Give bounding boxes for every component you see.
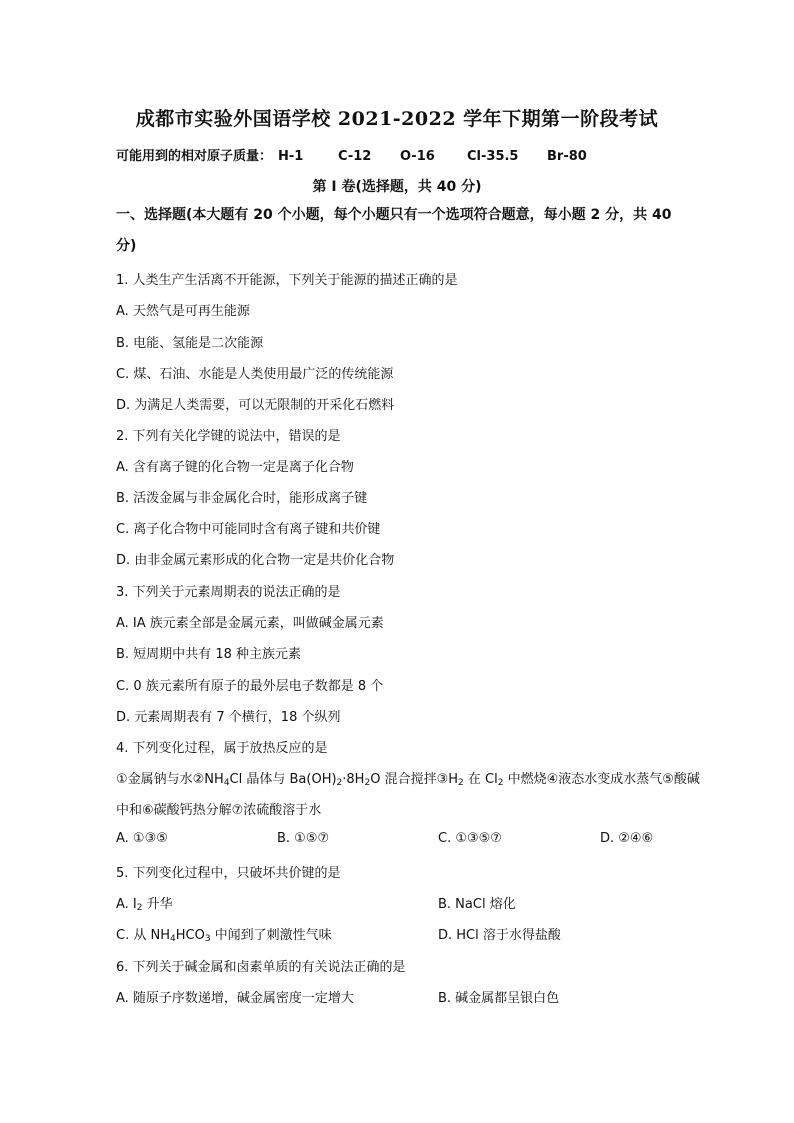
question-2-option-c: C. 离子化合物中可能同时含有离子键和共价键	[116, 522, 381, 537]
question-4-option-a: A. ①③⑤	[116, 831, 168, 846]
question-4-option-d: D. ②④⑥	[600, 831, 654, 846]
question-6-stem: 6. 下列关于碱金属和卤素单质的有关说法正确的是	[116, 960, 406, 975]
question-1-option-d: D. 为满足人类需要，可以无限制的开采化石燃料	[116, 398, 395, 413]
question-5-option-a: A. $I_2$ 升华	[116, 897, 173, 913]
question-1-option-a: A. 天然气是可再生能源	[116, 304, 250, 319]
volume-title: 第 I 卷(选择题，共 40 分)	[312, 179, 482, 195]
question-5-option-d: D. HCl 溶于水得盐酸	[438, 928, 561, 943]
question-3-stem: 3. 下列关于元素周期表的说法正确的是	[116, 585, 341, 600]
question-4-option-c: C. ①③⑤⑦	[438, 831, 502, 846]
mass-cl: Cl-35.5	[467, 149, 519, 164]
question-3-option-c: C. 0 族元素所有原子的最外层电子数都是 8 个	[116, 679, 384, 694]
question-4-body-line-1: ①金属钠与水$②NH_4Cl$ 晶体与 $Ba(OH)_2\cdot 8H_2O$ 混合搅拌$③H_2$ 在 $Cl_2$ 中燃烧④液态水变成水蒸气⑤酸碱	[116, 772, 700, 788]
question-2-option-a: A. 含有离子键的化合物一定是离子化合物	[116, 460, 354, 475]
question-4-body-line-2: 中和⑥碳酸钙热分解⑦浓硫酸溶于水	[116, 803, 322, 818]
atomic-masses	[116, 145, 587, 164]
question-5-option-c: C. 从 $NH_4HCO_3$ 中闻到了刺激性气味	[116, 928, 332, 944]
question-2-option-d: D. 由非金属元素形成的化合物一定是共价化合物	[116, 553, 395, 568]
mass-br: Br-80	[547, 149, 587, 164]
exam-title: 成都市实验外国语学校 2021-2022 学年下期第一阶段考试	[135, 108, 659, 130]
question-3-option-a: A. IA 族元素全部是金属元素，叫做碱金属元素	[116, 616, 384, 631]
mass-h: H-1	[278, 149, 304, 164]
section-title: 一、选择题(本大题有 20 个小题，每个小题只有一个选项符合题意，每小题 2 分，共 40 分)	[116, 207, 672, 254]
question-3-option-d: D. 元素周期表有 7 个横行，18 个纵列	[116, 710, 341, 725]
mass-c: C-12	[338, 149, 372, 164]
question-1-option-c: C. 煤、石油、水能是人类使用最广泛的传统能源	[116, 367, 394, 382]
question-1-stem: 1. 人类生产生活离不开能源，下列关于能源的描述正确的是	[116, 273, 458, 288]
question-5-option-b: B. NaCl 熔化	[438, 897, 516, 912]
atomic-masses-label: 可能用到的相对原子质量：	[116, 149, 273, 164]
question-6-option-b: B. 碱金属都呈银白色	[438, 991, 560, 1006]
mass-o: O-16	[400, 149, 435, 164]
question-4-option-b: B. ①⑤⑦	[277, 831, 330, 846]
question-6-option-a: A. 随原子序数递增，碱金属密度一定增大	[116, 991, 354, 1006]
question-2-option-b: B. 活泼金属与非金属化合时，能形成离子键	[116, 491, 368, 506]
question-4-stem: 4. 下列变化过程，属于放热反应的是	[116, 741, 328, 756]
question-5-stem: 5. 下列变化过程中，只破坏共价键的是	[116, 866, 341, 881]
question-3-option-b: B. 短周期中共有 18 种主族元素	[116, 647, 301, 662]
question-1-option-b: B. 电能、氢能是二次能源	[116, 336, 264, 351]
question-2-stem: 2. 下列有关化学键的说法中，错误的是	[116, 429, 341, 444]
